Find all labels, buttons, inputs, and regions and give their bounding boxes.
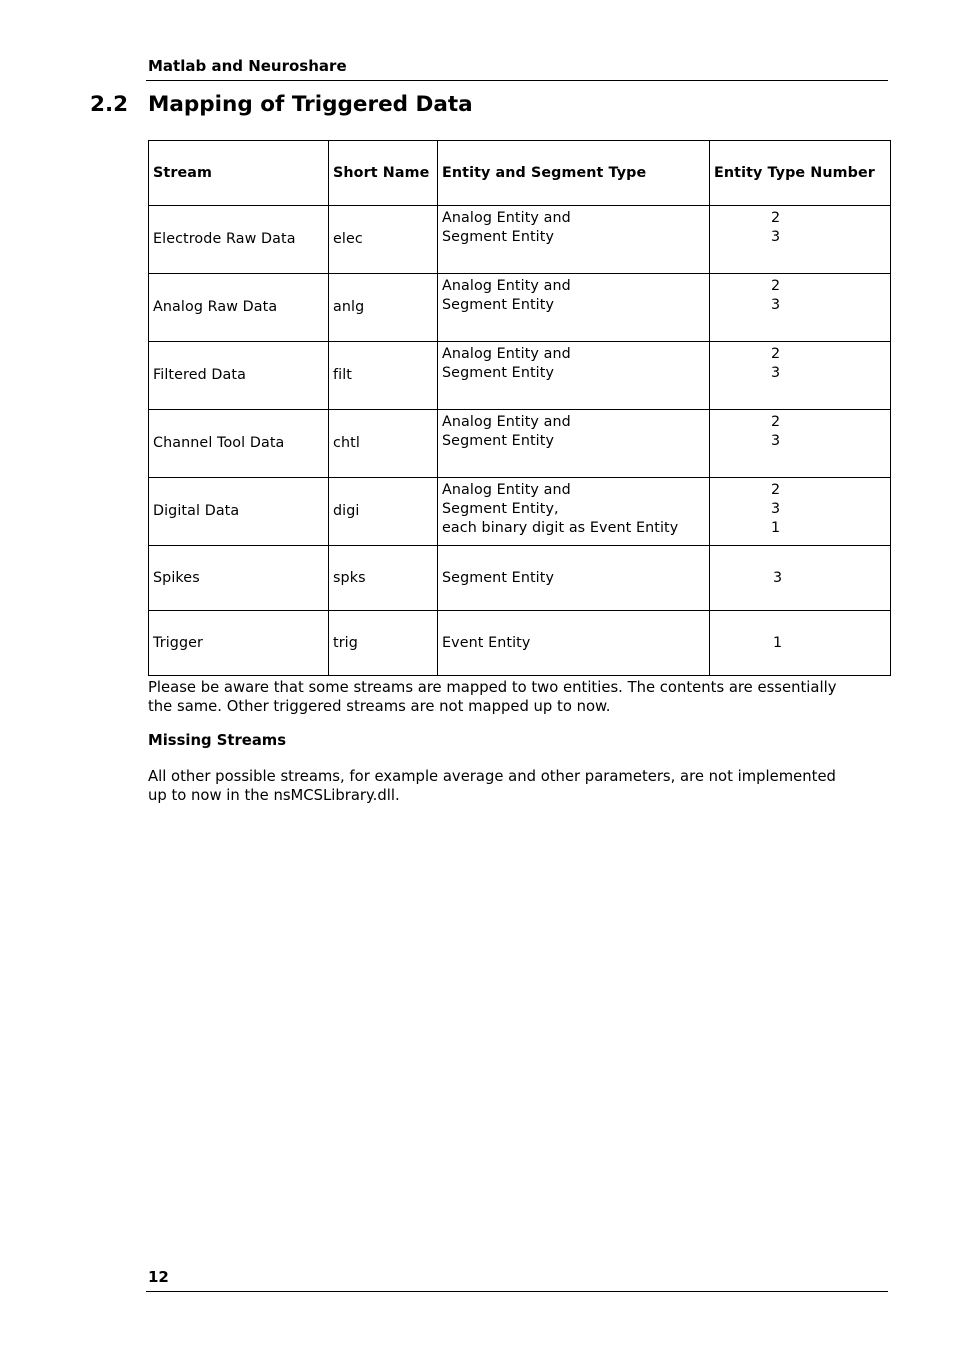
entity-number: 3 xyxy=(771,501,781,517)
entity-number: 3 xyxy=(773,569,783,586)
entity-number: 1 xyxy=(773,634,783,651)
entity-type-line: Segment Entity xyxy=(442,365,555,381)
cell-entity-type xyxy=(438,274,710,342)
cell-short-name: spks xyxy=(329,546,438,611)
cell-short-name: anlg xyxy=(329,274,438,342)
entity-number: 3 xyxy=(771,229,781,245)
entity-number: 1 xyxy=(771,520,781,536)
column-header-entity-segment-type: Entity and Segment Type xyxy=(438,141,710,206)
cell-stream: Analog Raw Data xyxy=(149,274,329,342)
cell-entity-number xyxy=(710,274,891,342)
entity-type-line: Segment Entity xyxy=(442,433,555,449)
cell-stream: Spikes xyxy=(149,546,329,611)
entity-number: 3 xyxy=(771,433,781,449)
cell-entity-type xyxy=(438,206,710,274)
table-row xyxy=(149,274,891,342)
column-header-stream: Stream xyxy=(149,141,329,206)
entity-type-line: Segment Entity xyxy=(442,569,555,586)
cell-short-name: trig xyxy=(329,611,438,676)
cell-stream: Electrode Raw Data xyxy=(149,206,329,274)
entity-number: 2 xyxy=(771,278,781,294)
paragraph-line: the same. Other triggered streams are not mapped up to now. xyxy=(148,698,611,715)
entity-type-line: Event Entity xyxy=(442,634,531,651)
cell-short-name: chtl xyxy=(329,410,438,478)
entity-type-line: Analog Entity and xyxy=(442,482,571,498)
note-paragraph xyxy=(148,678,868,716)
entity-number: 3 xyxy=(771,365,781,381)
cell-stream: Trigger xyxy=(149,611,329,676)
table-row xyxy=(149,546,891,611)
table-row xyxy=(149,410,891,478)
cell-stream: Digital Data xyxy=(149,478,329,546)
entity-number: 2 xyxy=(771,210,781,226)
cell-entity-number xyxy=(710,546,891,611)
entity-type-line: Analog Entity and xyxy=(442,278,571,294)
cell-short-name: digi xyxy=(329,478,438,546)
entity-number: 2 xyxy=(771,482,781,498)
footer-rule xyxy=(146,1291,888,1292)
cell-entity-number xyxy=(710,478,891,546)
cell-stream: Filtered Data xyxy=(149,342,329,410)
entity-number: 2 xyxy=(771,414,781,430)
table-row xyxy=(149,478,891,546)
cell-stream: Channel Tool Data xyxy=(149,410,329,478)
entity-type-line: Analog Entity and xyxy=(442,414,571,430)
header-rule xyxy=(146,80,888,81)
table-row xyxy=(149,611,891,676)
entity-type-line: Segment Entity xyxy=(442,297,555,313)
cell-entity-number xyxy=(710,206,891,274)
entity-type-line: Analog Entity and xyxy=(442,210,571,226)
cell-entity-number xyxy=(710,342,891,410)
table-row xyxy=(149,342,891,410)
section-number: 2.2 xyxy=(90,92,129,117)
entity-type-line: Segment Entity xyxy=(442,229,555,245)
table-row xyxy=(149,206,891,274)
entity-number: 3 xyxy=(771,297,781,313)
cell-entity-type xyxy=(438,410,710,478)
entity-type-line: each binary digit as Event Entity xyxy=(442,520,679,536)
mapping-table xyxy=(148,140,891,676)
entity-type-line: Analog Entity and xyxy=(442,346,571,362)
table-header-row xyxy=(149,141,891,206)
cell-entity-type xyxy=(438,342,710,410)
entity-number: 2 xyxy=(771,346,781,362)
section-heading xyxy=(90,92,473,117)
page-number: 12 xyxy=(148,1268,169,1286)
cell-entity-number xyxy=(710,611,891,676)
cell-entity-type xyxy=(438,611,710,676)
cell-entity-type xyxy=(438,478,710,546)
entity-type-line: Segment Entity, xyxy=(442,501,559,517)
paragraph-line: Please be aware that some streams are mapped to two entities. The contents are essentially xyxy=(148,679,837,696)
cell-entity-type xyxy=(438,546,710,611)
column-header-short-name: Short Name xyxy=(329,141,438,206)
cell-short-name: elec xyxy=(329,206,438,274)
paragraph-line: up to now in the nsMCSLibrary.dll. xyxy=(148,787,400,804)
missing-streams-heading: Missing Streams xyxy=(148,732,287,749)
cell-entity-number xyxy=(710,410,891,478)
running-header: Matlab and Neuroshare xyxy=(148,57,347,75)
section-title: Mapping of Triggered Data xyxy=(148,92,473,117)
cell-short-name: filt xyxy=(329,342,438,410)
missing-streams-paragraph xyxy=(148,767,868,805)
paragraph-line: All other possible streams, for example average and other parameters, are not implemented xyxy=(148,768,836,785)
column-header-entity-type-number: Entity Type Number xyxy=(710,141,891,206)
